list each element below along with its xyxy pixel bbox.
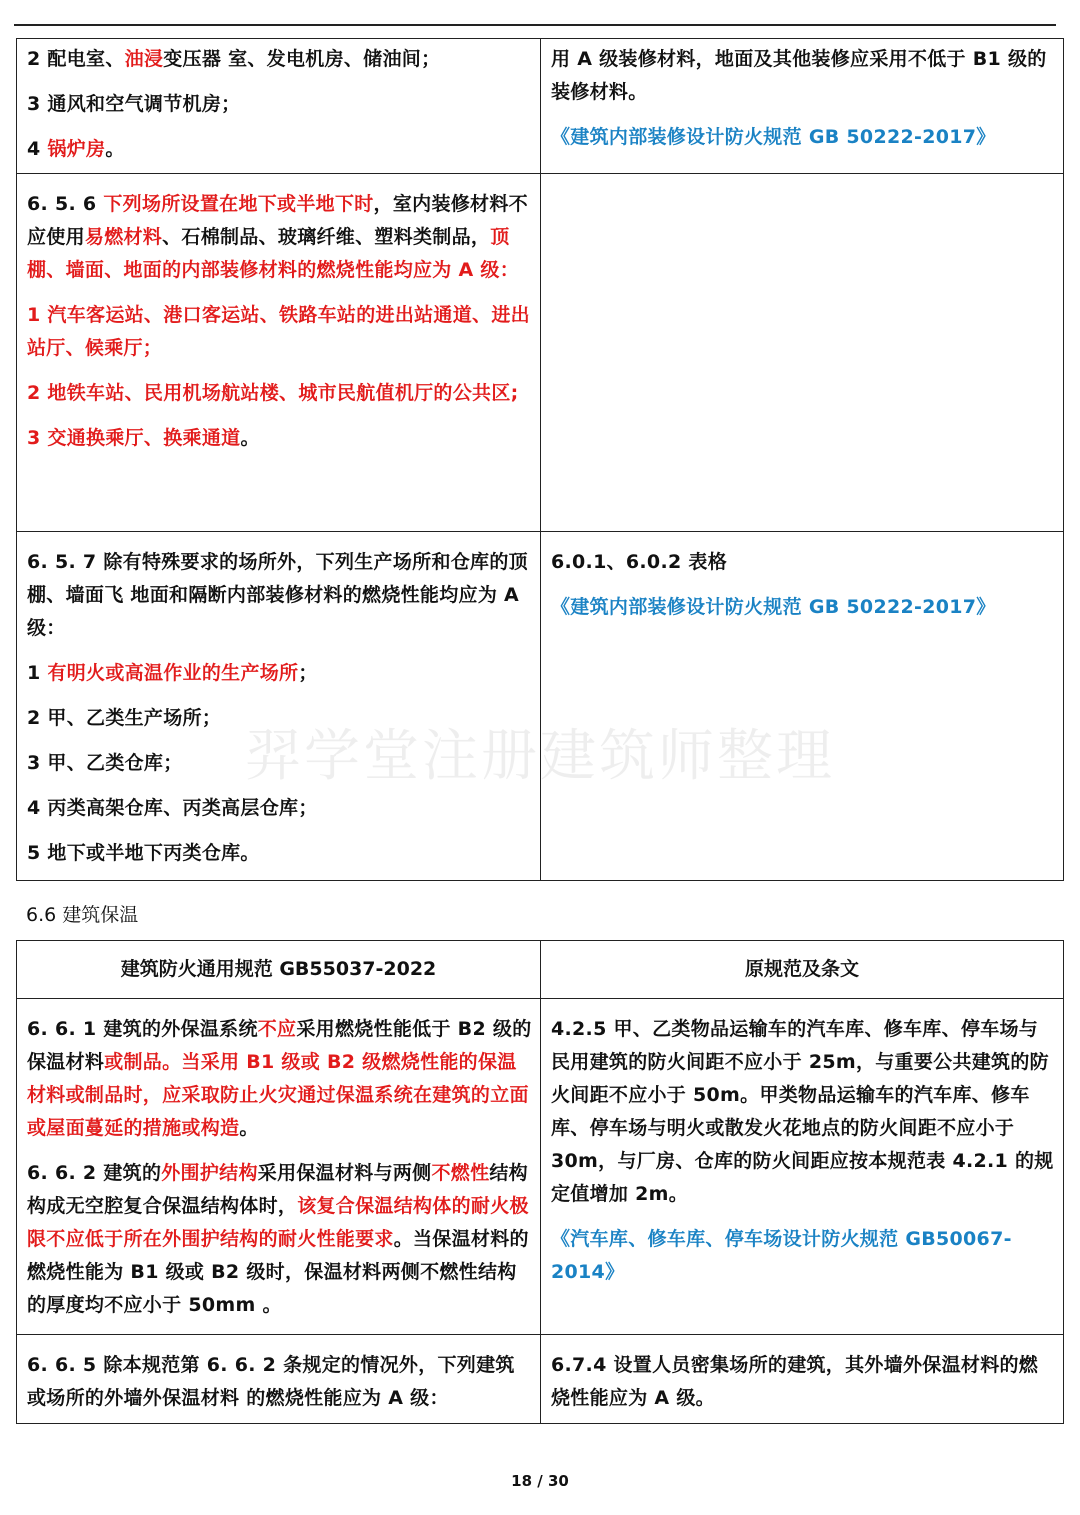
highlight-red-text: 有明火或高温作业的生产场所 [47,662,299,684]
highlight-red-text: 外围护结构 [161,1162,258,1184]
highlight-red-text: 锅炉房 [47,138,106,160]
rich-cell [541,532,1063,624]
text-segment: 6. 6. 5 除本规范第 6. 6. 2 条规定的情况外，下列建筑或场所的外墙外保温材料 的燃烧性能应为 A 级： [27,1354,515,1409]
paragraph [551,1013,1055,1211]
highlight-red-text: 下列场所设置在地下或半地下时 [103,193,374,215]
text-segment: 。 [239,1117,259,1139]
text-segment: 3 通风和空气调节机房； [27,93,241,115]
text-segment: 5 地下或半地下丙类仓库。 [27,842,260,864]
text-segment: ； [298,662,318,684]
reference-citation: 《汽车库、修车库、停车场设计防火规范 GB50067-2014》 [551,1228,1012,1283]
section-title: 6.6 建筑保温 [26,904,139,926]
text-segment: 、石棉制品、玻璃纤维、塑料类制品， [162,226,491,248]
column-header-left: 建筑防火通用规范 GB55037-2022 [17,941,541,999]
paragraph [27,43,532,76]
paragraph [551,1349,1055,1415]
watermark-text: 羿学堂注册建筑师整理 [245,724,835,789]
page-number: 18 / 30 [511,1472,569,1490]
text-segment: 6. 6. 1 建筑的外保温系统 [27,1018,258,1040]
rich-cell [17,174,540,455]
table-cell [17,532,541,881]
paragraph [27,702,532,735]
text-segment: 6.7.4 设置人员密集场所的建筑，其外墙外保温材料的燃烧性能应为 A 级。 [551,1354,1039,1409]
table-cell [541,39,1064,174]
rich-cell [541,999,1063,1289]
text-segment: 3 甲、乙类仓库； [27,752,183,774]
highlight-red-text: 不燃性 [431,1162,490,1184]
highlight-red-text: 顶棚、墙面、地面的内部装修材料的燃烧性能均应为 A 级： [27,226,520,281]
text-segment: 用 A 级装修材料，地面及其他装修应采用不低于 B1 级的装修材料。 [551,48,1047,103]
table-header-row [17,941,1064,999]
table-cell [541,174,1064,532]
text-segment: 。当保温材料的燃烧性能为 B1 级或 B2 级时，保温材料两侧不燃性结构的厚度均不应小于 50mm 。 [27,1228,529,1316]
paragraph [27,1013,532,1145]
paragraph [27,1157,532,1322]
rich-cell [17,39,540,166]
paragraph [27,792,532,825]
rich-cell [541,174,1063,188]
highlight-red-text: 易燃材料 [84,226,163,248]
text-segment: 1 [27,662,48,684]
text-segment: 结构 构成无空腔复合保温结构体时， [27,1162,528,1217]
highlight-red-text: 油浸 [124,48,164,70]
paragraph [27,657,532,690]
highlight-red-text: 1 汽车客运站、港口客运站、铁路车站的进出站通道、进出站厅、候乘厅； [27,304,530,359]
highlight-red-text: 3 交通换乘厅、换乘通道 [27,427,241,449]
paragraph [27,837,532,870]
paragraph [27,299,532,365]
text-segment: 2 甲、乙类生产场所； [27,707,222,729]
text-segment: 采用保温材料与两侧 [257,1162,432,1184]
paragraph [27,1349,532,1415]
paragraph [551,43,1055,109]
highlight-red-text: 不应 [257,1018,297,1040]
rich-cell [17,1335,540,1415]
rich-cell [17,532,540,870]
table-cell [541,532,1064,881]
table-cell [17,174,541,532]
table-row [17,999,1064,1335]
text-segment: 4 [27,138,48,160]
text-segment: 6. 5. 6 [27,193,104,215]
paragraph [551,591,1055,624]
paragraph [551,121,1055,154]
highlight-red-text: 该复合保温结构体的耐火极限不应低于所在外围护结构的耐火性能要求 [27,1195,529,1250]
paragraph [27,546,532,645]
reference-citation: 《建筑内部装修设计防火规范 GB 50222-2017》 [551,596,996,618]
text-segment: 。 [240,427,260,449]
paragraph [27,133,532,166]
paragraph [551,1223,1055,1289]
table-row [17,532,1064,881]
text-segment: 6.0.1、6.0.2 表格 [551,551,728,573]
column-header-right: 原规范及条文 [541,941,1064,999]
rich-cell [17,999,540,1322]
text-segment: 采用燃烧性能低于 B2 级的保温材料 [27,1018,532,1073]
rich-cell [541,1335,1063,1415]
text-segment: 6. 5. 7 除有特殊要求的场所外，下列生产场所和仓库的顶棚、墙面飞 地面和隔断内部装修材料的燃烧性能均应为 A 级： [27,551,528,639]
table-cell [17,1335,541,1424]
table-cell [17,999,541,1335]
paragraph [551,546,1055,579]
paragraph [27,422,532,455]
table-row [17,39,1064,174]
reference-citation: 《建筑内部装修设计防火规范 GB 50222-2017》 [551,126,996,148]
requirements-table-1 [16,38,1064,881]
highlight-red-text: 2 地铁车站、民用机场航站楼、城市民航值机厅的公共区; [27,382,519,404]
text-segment: 6. 6. 2 建筑的 [27,1162,162,1184]
requirements-table-2 [16,940,1064,1424]
table-cell [541,1335,1064,1424]
paragraph [27,377,532,410]
text-segment: 2 配电室、 [27,48,125,70]
text-segment: 。 [105,138,125,160]
table-row [17,174,1064,532]
paragraph [27,88,532,121]
text-segment: 变压器 室、发电机房、储油间； [163,48,441,70]
highlight-red-text: 或制品。当采用 B1 级或 B2 级燃烧性能的保温材料或制品时，应采取防止火灾通过保温系统在建筑的立面或屋面蔓延的措施或构造 [27,1051,529,1139]
paragraph [27,188,532,287]
table-cell [17,39,541,174]
rich-cell [541,39,1063,154]
text-segment: 4.2.5 甲、乙类物品运输车的汽车库、修车库、停车场与民用建筑的防火间距不应小于 25m，与重要公共建筑的防火间距不应小于 50m。甲类物品运输车的汽车库、修车库、停车场与明火或散发火花地点的防火间距不应小于 30m，与厂房、仓库的防火间距应按本规范表 4.2.1 的规定值增加 2m。 [551,1018,1054,1205]
table-cell [541,999,1064,1335]
top-rule [14,24,1056,26]
text-segment: ，室内装修材料不应使用 [27,193,528,248]
text-segment: 4 丙类高架仓库、丙类高层仓库； [27,797,318,819]
paragraph [27,747,532,780]
table-row [17,1335,1064,1424]
